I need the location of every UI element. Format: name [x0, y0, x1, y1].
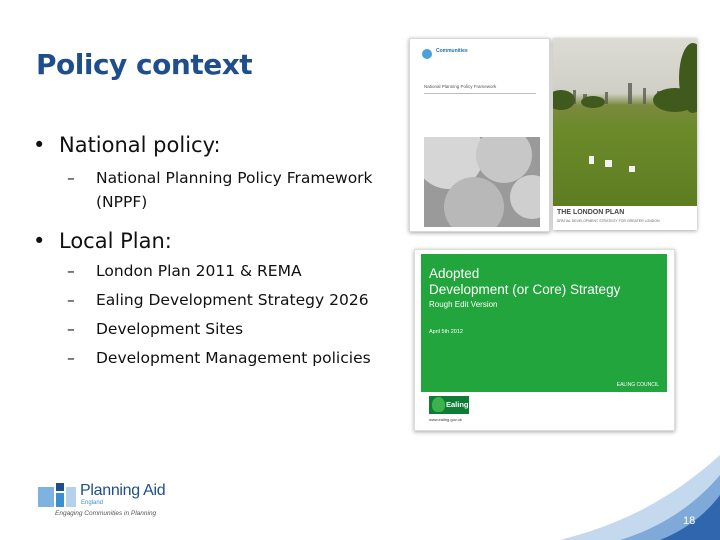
dash-glyph: – [67, 349, 75, 367]
sub-bullet-london-plan [67, 261, 302, 282]
communities-logo-text: Communities [436, 48, 468, 54]
cover-circle-shape [510, 175, 540, 219]
sub-bullet-text: Development Sites [96, 320, 244, 338]
london-plan-title: THE LONDON PLAN [557, 209, 625, 216]
cover-grey-panel [424, 137, 540, 227]
bullet-dot: • [33, 133, 46, 157]
ealing-cover-date: April 5th 2012 [429, 329, 463, 335]
corner-swoosh-graphic [560, 440, 720, 540]
bullet-text: Local Plan: [59, 229, 172, 253]
nppf-cover-image [409, 38, 550, 232]
title-line: Adopted [429, 266, 480, 281]
bullet-text: National policy: [59, 133, 221, 157]
dash-glyph: – [67, 262, 75, 280]
dash-glyph: – [67, 169, 75, 187]
ealing-strategy-cover-image [414, 249, 675, 431]
sub-bullet-nppf-cont [96, 192, 147, 213]
planning-aid-tagline: Engaging Communities in Planning [55, 510, 157, 517]
sub-bullet-text: London Plan 2011 & REMA [96, 262, 302, 280]
sub-bullet-ealing-strategy [67, 290, 369, 311]
ealing-council-label: EALING COUNCIL [616, 382, 659, 388]
dash-glyph: – [67, 320, 75, 338]
page-number: 18 [683, 515, 696, 527]
sub-bullet-nppf [67, 168, 373, 189]
sub-bullet-text: Ealing Development Strategy 2026 [96, 291, 369, 309]
nppf-cover-title: National Planning Policy Framework [424, 84, 497, 89]
title-line: Development (or Core) Strategy [429, 282, 621, 297]
planning-aid-region: England [81, 500, 104, 506]
ealing-logo-text: Ealing [446, 400, 469, 409]
sub-bullet-text: Development Management policies [96, 349, 371, 367]
ealing-cover-subtitle: Rough Edit Version [429, 300, 498, 309]
park-photo [553, 38, 697, 206]
dash-glyph: – [67, 291, 75, 309]
planning-aid-name: Planning Aid [80, 482, 166, 499]
bullet-dot: • [33, 229, 46, 253]
sub-bullet-development-sites [67, 319, 244, 340]
planning-aid-squares-icon [38, 483, 76, 507]
cover-divider [424, 93, 536, 94]
london-plan-subtitle: SPATIAL DEVELOPMENT STRATEGY FOR GREATER LONDON [557, 219, 660, 223]
communities-logo-icon [422, 49, 432, 59]
london-plan-cover-image [553, 38, 697, 230]
sub-bullet-dm-policies [67, 348, 371, 369]
slide-title: Policy context [36, 48, 253, 81]
ealing-cover-title [429, 266, 620, 298]
bullet-national-policy [33, 133, 221, 157]
sub-bullet-text: National Planning Policy Framework [96, 169, 373, 187]
ealing-url: www.ealing.gov.uk [429, 417, 462, 422]
tree-icon [432, 397, 445, 412]
sub-bullet-text: (NPPF) [96, 193, 148, 211]
bullet-local-plan [33, 229, 172, 253]
cover-circle-shape [444, 177, 504, 227]
cover-green-panel [421, 254, 667, 392]
